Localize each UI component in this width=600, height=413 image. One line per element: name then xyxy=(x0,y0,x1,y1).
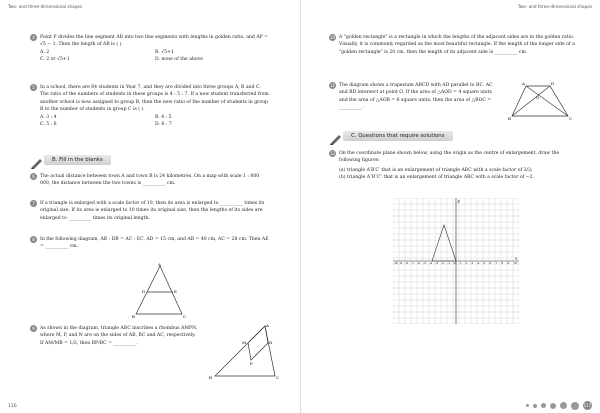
x-tick-label: -3 xyxy=(435,262,439,266)
trapezium-diagram-q11 xyxy=(506,80,576,122)
x-tick-label: 6 xyxy=(489,262,492,266)
nav-dot xyxy=(526,404,529,407)
section-b-heading xyxy=(30,154,111,166)
option-a: A. 3 : 4 xyxy=(40,114,57,120)
x-tick-label: 10 xyxy=(513,262,517,266)
question-7 xyxy=(30,200,270,222)
question-4 xyxy=(30,34,270,64)
options xyxy=(40,49,270,64)
question-6 xyxy=(30,173,270,188)
section-title: C. Questions that require solutions xyxy=(343,131,453,141)
x-tick-label: -7 xyxy=(411,262,415,266)
svg-text:A: A xyxy=(266,323,269,328)
x-tick-label: -8 xyxy=(405,262,409,266)
question-text: A "golden rectangle" is a rectangle in which the lengths of the adjacent sides are in the golden ratio. Visually, it is commonly regarded as the most beautiful rectangle. If the length of the longer side of a "golden rectangle" is 20 cm, then the length of its adjacent side is __________ cm. xyxy=(339,35,575,55)
running-header: Two- and three-dimensional shapes xyxy=(517,4,592,9)
question-9 xyxy=(30,325,200,347)
question-number: 8 xyxy=(30,236,37,243)
question-text: On the coordinate plane shown below, using the origin as the centre of enlargement, draw the following figures: xyxy=(339,151,560,164)
svg-text:D: D xyxy=(551,81,555,86)
section-c-heading xyxy=(329,130,453,142)
question-text: As shown in the diagram, triangle ABC inscribes a rhombus AMPN, where M, P, and N are on the sides of AB, BC and AC, respectively. If AM/MB = 1/2, then BP/BC = __________. xyxy=(40,326,198,346)
coordinate-grid xyxy=(393,198,519,324)
question-number: 7 xyxy=(30,200,37,207)
triangle-abc xyxy=(432,225,456,261)
option-d: D. none of the above xyxy=(155,57,203,63)
question-number: 10 xyxy=(329,35,336,40)
x-axis-label: x xyxy=(515,255,518,261)
svg-text:B: B xyxy=(132,314,135,319)
svg-text:B: B xyxy=(209,375,212,380)
section-title: B. Fill in the blanks xyxy=(44,155,111,165)
triangle-diagram-q8 xyxy=(130,262,190,320)
nav-dot-current: 117 xyxy=(583,403,592,408)
svg-text:E: E xyxy=(174,289,177,294)
x-tick-label: O xyxy=(453,262,456,266)
x-tick-label: 9 xyxy=(507,262,510,266)
svg-text:C: C xyxy=(569,116,573,121)
svg-text:C: C xyxy=(183,314,187,319)
svg-text:P: P xyxy=(250,361,253,366)
nav-dot xyxy=(541,403,546,408)
question-number: 12 xyxy=(329,151,336,156)
y-axis-label: y xyxy=(457,198,460,203)
question-number: 5 xyxy=(30,84,37,91)
x-tick-label: 2 xyxy=(465,262,468,266)
option-c: C. 2 or √5+1 xyxy=(40,57,70,63)
x-tick-label: -10 xyxy=(393,262,398,266)
right-page xyxy=(300,0,600,413)
x-tick-label: -9 xyxy=(399,262,403,266)
svg-text:M: M xyxy=(242,340,247,345)
rhombus-diagram-q9 xyxy=(205,322,280,380)
svg-text:D: D xyxy=(142,289,146,294)
x-tick-label: -6 xyxy=(417,262,421,266)
option-d: D. 6 : 7 xyxy=(155,122,172,128)
svg-text:N: N xyxy=(269,340,273,345)
question-text: In the following diagram, AB : DB = AC : EC, AD = 15 cm, and AB = 40 cm, AC = 28 cm. Then AE = __________ cm. xyxy=(40,237,269,250)
question-5 xyxy=(30,84,270,128)
x-tick-label: -5 xyxy=(423,262,427,266)
question-part-a: (a) triangle A′B′C′ that is an enlargement of triangle ABC with a scale factor of 3/2; xyxy=(339,167,533,173)
question-part-b: (b) triangle A″B″C″ that is an enlargement of triangle ABC with a scale factor of −2. xyxy=(339,175,535,181)
x-tick-label: 1 xyxy=(459,262,462,266)
question-10 xyxy=(329,34,581,56)
question-text: The actual distance between town A and town B is 24 kilometres. On a map with scale 1 : 800 000, the distance between the two towns is __________ cm. xyxy=(40,174,260,187)
nav-dot xyxy=(550,403,556,409)
question-11 xyxy=(329,82,499,112)
question-number: 11 xyxy=(329,83,336,88)
page-navigation-dots xyxy=(526,401,592,410)
option-b: B. 4 : 5 xyxy=(155,114,172,120)
question-text: Point P divides the line segment AB into two line segments with lengths in golden ratio, and AP = √5 − 1. Then the length of AB is ( ). xyxy=(40,35,269,48)
running-header: Two- and three-dimensional shapes xyxy=(8,4,83,9)
pencil-icon xyxy=(30,154,44,166)
x-tick-label: 4 xyxy=(477,262,480,266)
x-tick-label: 5 xyxy=(483,262,486,266)
option-b: B. √5+1 xyxy=(155,49,174,55)
question-number: 6 xyxy=(30,173,37,180)
svg-text:A: A xyxy=(158,262,161,267)
pencil-icon xyxy=(329,130,343,142)
x-tick-label: -2 xyxy=(441,262,445,266)
question-number: 4 xyxy=(30,34,37,41)
question-8 xyxy=(30,236,270,251)
question-text: If a triangle is enlarged with a scale factor of 10, then its area is enlarged to __________ times its original size. If its area is enlarged to 10 times its original size, then the lengths of its sides are enlarged to __________ times its original length. xyxy=(40,201,265,221)
x-tick-label: 7 xyxy=(495,262,498,266)
x-tick-label: -4 xyxy=(429,262,433,266)
x-tick-label: 8 xyxy=(501,262,504,266)
question-text: The diagram shows a trapezium ABCD with AD parallel to BC. AC and BD intersect at point O. If the area of △AOD = 4 square units and the area of △AOB = 6 square units, then the area of △BOC = __________. xyxy=(339,83,493,111)
svg-text:O: O xyxy=(536,95,540,100)
nav-dot xyxy=(533,404,537,408)
nav-dot xyxy=(571,402,579,410)
svg-text:C: C xyxy=(276,375,280,380)
svg-text:A: A xyxy=(522,81,525,86)
question-text: In a school, there are 64 students in Year 7, and they are divided into three groups A, B and C. The ratio of the numbers of students in these groups is 4 : 5 : 7. If a new student transferred from another school is now assigned to group B, then the new ratio of the number of students in group B to the number of students in group C is ( ). xyxy=(40,85,269,113)
page-number: 116 xyxy=(8,404,17,409)
x-tick-labels xyxy=(394,261,518,265)
question-number: 9 xyxy=(30,325,37,332)
option-c: C. 5 : 6 xyxy=(40,122,57,128)
options xyxy=(40,114,270,129)
option-a: A. 2 xyxy=(40,49,50,55)
x-tick-label: -1 xyxy=(447,262,451,266)
x-tick-label: 3 xyxy=(471,262,474,266)
question-12 xyxy=(329,150,581,182)
nav-dot xyxy=(560,402,567,409)
svg-text:B: B xyxy=(508,116,511,121)
